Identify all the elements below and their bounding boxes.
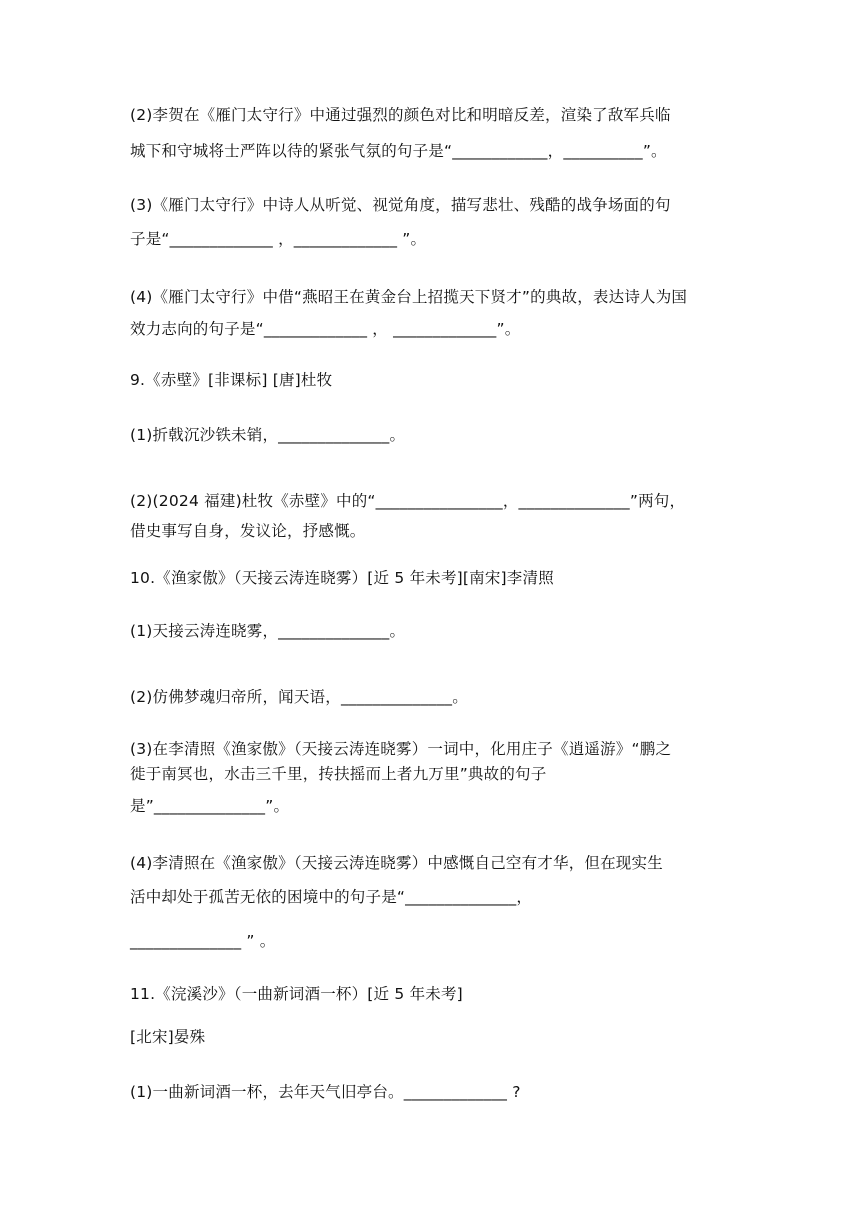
author-line: [北宋]晏殊 (130, 1028, 206, 1046)
section-heading-chibi: 9.《赤壁》[非课标] [唐]杜牧 (130, 371, 333, 389)
text-line: (1)一曲新词酒一杯，去年天气旧亭台。_____________ ? (130, 1083, 521, 1101)
text-line: (2)(2024 福建)杜牧《赤壁》中的“________________，______________”两句， (130, 492, 686, 510)
section-heading-yujiaao: 10.《渔家傲》（天接云涛连晓雾）[近 5 年未考][南宋]李清照 (130, 569, 554, 587)
text-line: 效力志向的句子是“_____________ ， _____________”。 (130, 320, 521, 338)
text-line: (3)在李清照《渔家傲》（天接云涛连晓雾）一词中，化用庄子《逍遥游》“鹏之 (130, 740, 672, 758)
text-line: ______________ ” 。 (130, 932, 276, 950)
text-line: 借史事写自身，发议论，抒感慨。 (130, 522, 366, 540)
text-line: (2)李贺在《雁门太守行》中通过强烈的颜色对比和明暗反差，渲染了敌军兵临 (130, 106, 671, 124)
text-line: (2)仿佛梦魂归帝所，闻天语，______________。 (130, 688, 468, 706)
text-line: 徙于南冥也，水击三千里，抟扶摇而上者九万里”典故的句子 (130, 765, 547, 783)
section-heading-huanxisha: 11.《浣溪沙》（一曲新词酒一杯）[近 5 年未考] (130, 985, 463, 1003)
text-line: (4)《雁门太守行》中借“燕昭王在黄金台上招揽天下贤才”的典故，表达诗人为国 (130, 288, 688, 306)
text-line: (4)李清照在《渔家傲》（天接云涛连晓雾）中感慨自己空有才华，但在现实生 (130, 854, 663, 872)
text-line: 子是“_____________ ，_____________ ”。 (130, 230, 427, 248)
text-line: 是”______________”。 (130, 797, 290, 815)
text-line: (1)天接云涛连晓雾，______________。 (130, 622, 406, 640)
text-line: 城下和守城将士严阵以待的紧张气氛的句子是“____________，__________”。 (130, 142, 667, 160)
text-line: 活中却处于孤苦无依的困境中的句子是“______________， (130, 888, 533, 906)
text-line: (1)折戟沉沙铁未销，______________。 (130, 426, 406, 444)
text-line: (3)《雁门太守行》中诗人从听觉、视觉角度，描写悲壮、残酷的战争场面的句 (130, 196, 671, 214)
